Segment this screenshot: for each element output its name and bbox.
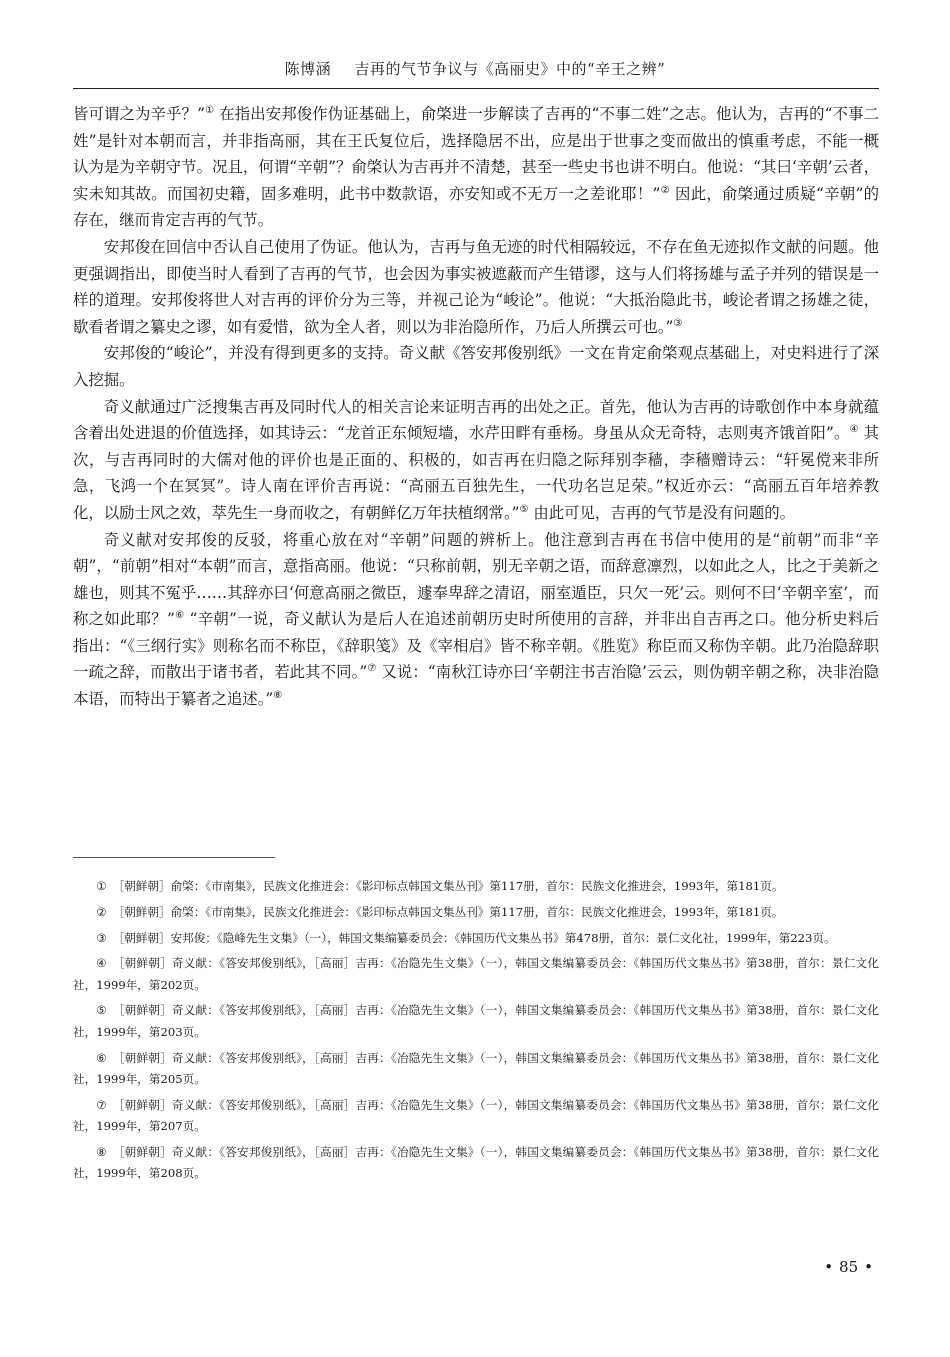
paragraph xyxy=(73,527,879,713)
footnote xyxy=(73,1048,879,1091)
footnote-number: ① xyxy=(96,879,107,893)
footnote-number: ⑧ xyxy=(96,1144,107,1159)
footnote-separator xyxy=(73,857,275,858)
footnote-text: ［朝鲜朝］安邦俊：《隐峰先生文集》（一），韩国文集编纂委员会：《韩国历代文集丛书》第478册，首尔：景仁文化社，1999年，第223页。 xyxy=(112,930,836,945)
running-header xyxy=(0,58,950,79)
page-number-dot-right: • xyxy=(864,1258,873,1276)
footnote-number: ② xyxy=(96,904,107,919)
footnote-text: ［朝鲜朝］奇义献：《答安邦俊别纸》，［高丽］吉再：《冶隐先生文集》（一），韩国文集编纂委员会：《韩国历代文集丛书》第38册，首尔：景仁文化社，1999年，第207页。 xyxy=(73,1097,879,1133)
footnote-number: ⑥ xyxy=(96,1050,107,1065)
footnote xyxy=(73,1142,879,1185)
footnote-ref: ③ xyxy=(673,317,683,329)
paragraph-text: 又说：“南秋江诗亦曰‘辛朝注书吉治隐’云云，则伪朝辛朝之称，决非治隐本语，而特出于纂者之追述。” xyxy=(73,663,880,709)
footnote-text: ［朝鲜朝］奇义献：《答安邦俊别纸》，［高丽］吉再：《冶隐先生文集》（一），韩国文集编纂委员会：《韩国历代文集丛书》第38册，首尔：景仁文化社，1999年，第208页。 xyxy=(73,1144,879,1181)
footnote-ref: ④ xyxy=(849,424,859,435)
footnote-text: ［朝鲜朝］奇义献：《答安邦俊别纸》，［高丽］吉再：《冶隐先生文集》（一），韩国文集编纂委员会：《韩国历代文集丛书》第38册，首尔：景仁文化社，1999年，第205页。 xyxy=(73,1050,879,1086)
paragraph xyxy=(73,101,879,234)
paragraph-text: 因此，俞棨通过质疑“辛朝”的存在，继而肯定吉再的气节。 xyxy=(73,184,879,230)
paragraph-text: 在指出安邦俊作伪证基础上，俞棨进一步解读了吉再的“不事二姓”之志。他认为，吉再的“不事二姓”是针对本朝而言，并非指高丽，其在王氏复位后，选择隐居不出，应是出于世事之变而做出的慎重考虑，不能一概认为是为辛朝守节。况且，何谓“辛朝”？俞棨认为吉再并不清楚，甚至一些史书也讲不明白。他说：“其曰‘辛朝’云者，实未知其故。而国初史籍，固多难明，此书中数款语，亦安知或不无万一之差讹耶！” xyxy=(73,105,880,203)
footnote-text: ［朝鲜朝］奇义献：《答安邦俊别纸》，［高丽］吉再：《冶隐先生文集》（一），韩国文集编纂委员会：《韩国历代文集丛书》第38册，首尔：景仁文化社，1999年，第203页。 xyxy=(73,1003,879,1039)
page-number-dot-left: • xyxy=(824,1258,834,1276)
footnote-ref: ⑤ xyxy=(519,503,529,515)
footnote xyxy=(73,876,879,897)
footnote-ref: ② xyxy=(660,184,670,196)
paragraph-text: “辛朝”一说，奇义献认为是后人在追述前朝历史时所使用的言辞，并非出自吉再之口。他分析史料后指出：“《三纲行实》则称名而不称臣，《辞职笺》及《宰相启》皆不称辛朝。《胜览》称臣而又称伪辛朝。此乃治隐辞职一疏之辞，而散出于诸书者，若此其不同。” xyxy=(73,610,879,682)
paragraph-text: 奇义献通过广泛搜集吉再及同时代人的相关言论来证明吉再的出处之正。首先，他认为吉再的诗歌创作中本身就蕴含着出处进退的价值选择，如其诗云：“龙首正东倾短墙，水芹田畔有垂杨。身虽从众无奇特，志则夷齐饿首阳”。 xyxy=(73,397,879,443)
footnote xyxy=(73,1095,879,1138)
footnote xyxy=(73,902,879,923)
header-article-title: 吉再的气节争议与《高丽史》中的“辛王之辨” xyxy=(354,60,666,78)
header-author: 陈博涵 xyxy=(284,60,332,78)
footnote-ref: ① xyxy=(204,104,215,116)
footnote-ref: ⑧ xyxy=(273,689,283,701)
footnote-text: ［朝鲜朝］俞棨：《市南集》，民族文化推进会：《影印标点韩国文集丛刊》第117册，首尔：民族文化推进会，1993年，第181页。 xyxy=(112,904,784,919)
footnote-number: ④ xyxy=(96,956,107,971)
footnote-number: ⑦ xyxy=(96,1097,107,1112)
header-rule xyxy=(73,88,879,89)
footnotes xyxy=(73,876,879,1189)
footnote-text: ［朝鲜朝］奇义献：《答安邦俊别纸》，［高丽］吉再：《冶隐先生文集》（一），韩国文集编纂委员会：《韩国历代文集丛书》第38册，首尔：景仁文化社，1999年，第202页。 xyxy=(73,956,879,992)
footnote xyxy=(73,953,879,996)
paragraph-text: 安邦俊在回信中否认自己使用了伪证。他认为，吉再与鱼无迹的时代相隔较远，不存在鱼无迹拟作文献的问题。他更强调指出，即使当时人看到了吉再的气节，也会因为事实被遮蔽而产生错谬，这与人们将扬雄与孟子并列的错误是一样的道理。安邦俊将世人对吉再的评价分为三等，并视己论为“峻论”。他说：“大抵治隐此书，峻论者谓之扬雄之徒，歇看者谓之纂史之谬，如有爱惜，欲为全人者，则以为非治隐所作，乃后人所撰云可也。” xyxy=(73,237,879,336)
footnote-ref: ⑦ xyxy=(367,663,377,675)
paragraph-text: 安邦俊的“峻论”，并没有得到更多的支持。奇义献《答安邦俊别纸》一文在肯定俞棨观点基础上，对史料进行了深入挖掘。 xyxy=(73,344,879,389)
footnote xyxy=(73,1000,879,1043)
paragraph-text: 皆可谓之为辛乎？” xyxy=(73,105,205,123)
paragraph xyxy=(73,340,879,393)
footnote-number: ⑤ xyxy=(96,1003,107,1018)
paragraph-text: 其次，与吉再同时的大儒对他的评价也是正面的、积极的，如吉再在归隐之际拜别李穑，李穑赠诗云：“轩冕傥来非所急，飞鸿一个在冥冥”。诗人南在评价吉再说：“高丽五百独先生，一代功名岂足荣。”权近亦云：“高丽五百年培养教化，以励士风之效，萃先生一身而收之，有朝鲜亿万年扶植纲常。” xyxy=(73,424,879,522)
page-number-value: 85 xyxy=(839,1258,859,1276)
page-number xyxy=(818,1258,879,1276)
footnote-ref: ⑥ xyxy=(174,610,185,622)
paragraph xyxy=(73,394,879,527)
paragraph-text: 由此可见，吉再的气节是没有问题的。 xyxy=(528,503,796,522)
body-text xyxy=(73,101,879,713)
paragraph-text: 奇义献对安邦俊的反驳，将重心放在对“辛朝”问题的辨析上。他注意到吉再在书信中使用的是“前朝”而非“辛朝”，“前朝”相对“本朝”而言，意指高丽。他说：“只称前朝，别无辛朝之语，而辞意凛烈，以如此之人，比之于美新之雄也，则其不冤乎……其辞亦曰‘何意高丽之微臣，遽奉卑辞之清诏，丽室遁臣，只欠一死’云。则何不曰‘辛朝辛室’，而称之如此耶？” xyxy=(73,530,879,629)
footnote-text: ［朝鲜朝］俞棨：《市南集》，民族文化推进会：《影印标点韩国文集丛刊》第117册，首尔：民族文化推进会，1993年，第181页。 xyxy=(112,879,784,893)
paragraph xyxy=(73,234,879,340)
footnote-number: ③ xyxy=(96,930,107,945)
footnote xyxy=(73,928,879,949)
